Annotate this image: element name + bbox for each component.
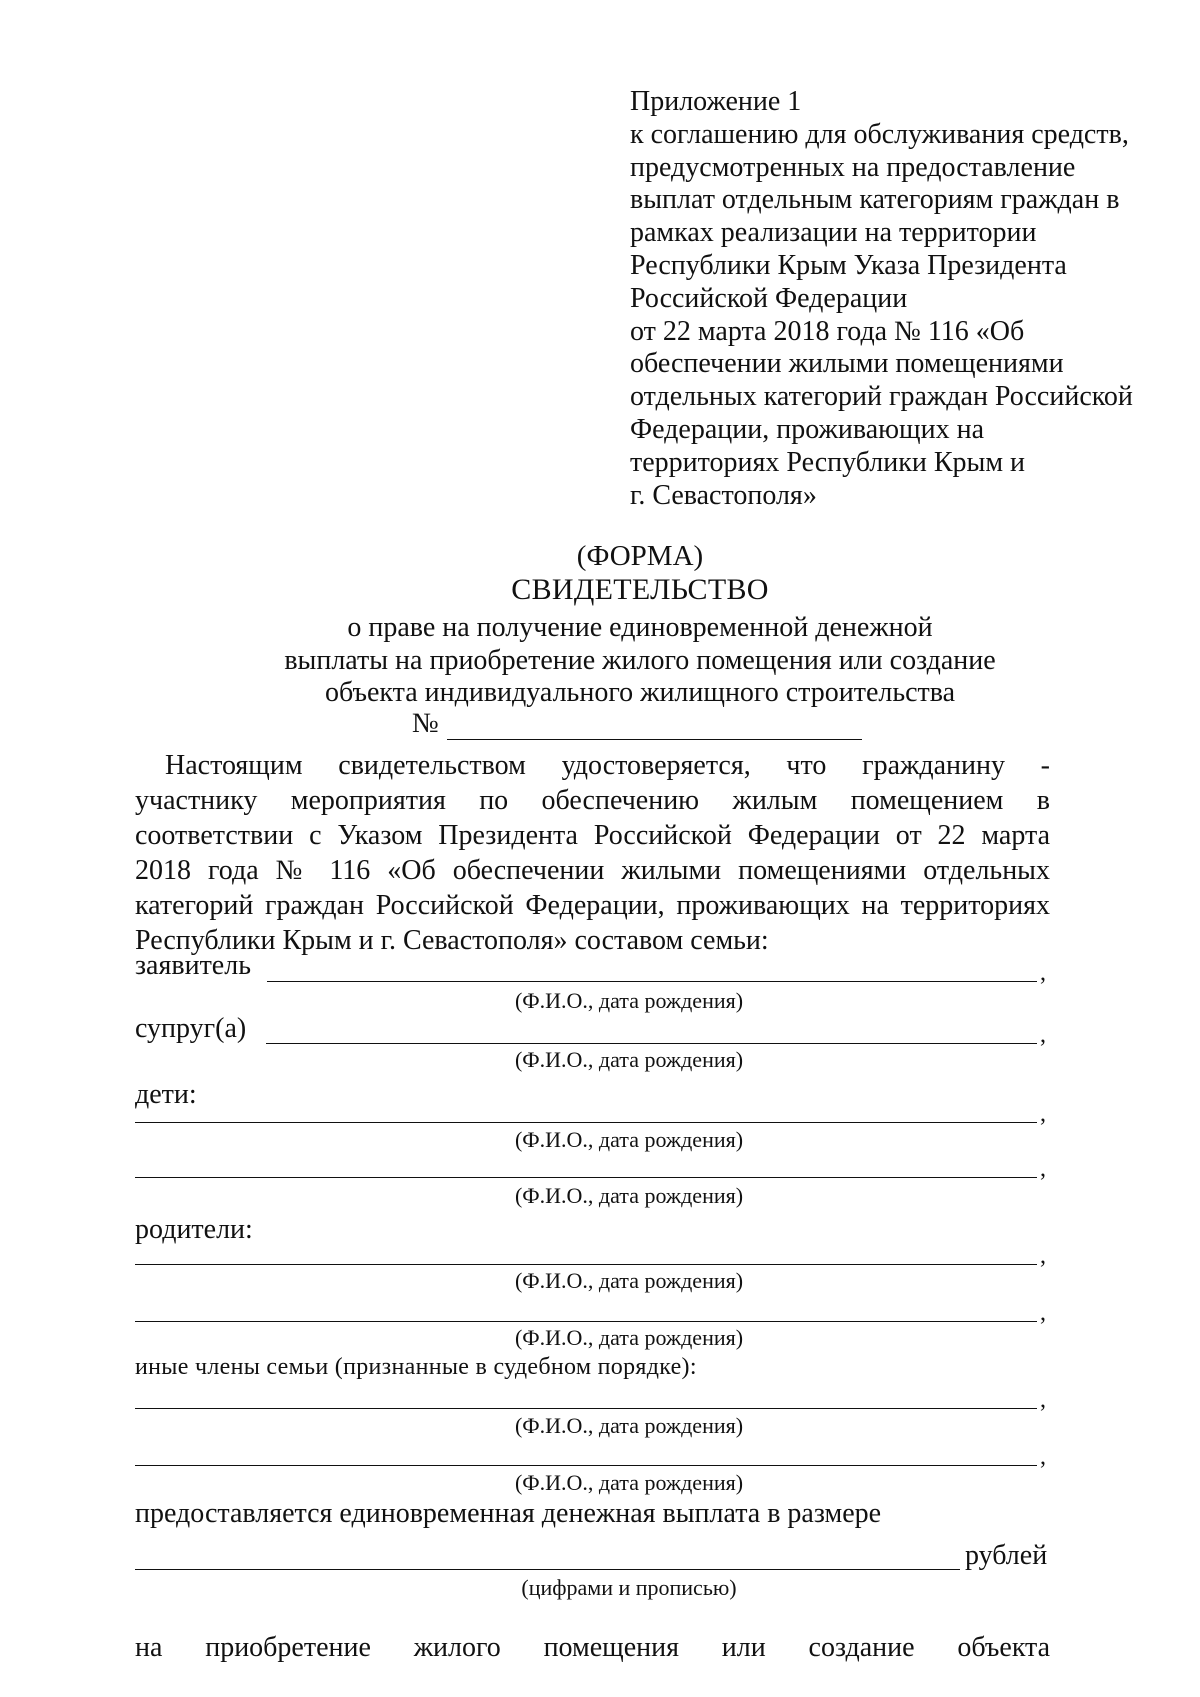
- body-line: Республики Крым и г. Севастополя» составом семьи:: [135, 925, 769, 956]
- appendix-line: от 22 марта 2018 года № 116 «Об: [630, 315, 1025, 347]
- field-caption: (Ф.И.О., дата рождения): [514, 1325, 744, 1350]
- parent-field[interactable]: [135, 1321, 1037, 1322]
- certificate-number-row: [412, 708, 862, 740]
- appendix-line: территориях Республики Крым и: [630, 446, 1026, 478]
- number-label: №: [412, 708, 439, 739]
- payment-text: предоставляется единовременная денежная выплата в размере: [135, 1498, 882, 1529]
- appendix-line: рамках реализации на территории: [630, 217, 1037, 249]
- word: или: [721, 1632, 766, 1663]
- payment-caption: (цифрами и прописью): [521, 1575, 737, 1600]
- appendix-line: Приложение 1: [630, 86, 802, 117]
- comma: ,: [1040, 1444, 1046, 1470]
- appendix-line: к соглашению для обслуживания средств,: [630, 118, 1129, 150]
- continuation-line: [135, 1632, 1050, 1664]
- comma: ,: [1040, 960, 1046, 986]
- document-title: СВИДЕТЕЛЬСТВО: [511, 573, 769, 606]
- applicant-field[interactable]: [267, 981, 1037, 982]
- appendix-line: обеспечении жилыми помещениями: [630, 348, 1064, 380]
- comma: ,: [1040, 1156, 1046, 1182]
- comma: ,: [1040, 1101, 1046, 1127]
- parents-label: родители:: [135, 1214, 253, 1245]
- field-caption: (Ф.И.О., дата рождения): [514, 988, 744, 1013]
- word: помещения: [543, 1632, 679, 1663]
- field-caption: (Ф.И.О., дата рождения): [514, 1413, 744, 1438]
- word: жилого: [413, 1632, 501, 1663]
- subtitle-line: о праве на получение единовременной денежной: [347, 612, 933, 643]
- body-line: Настоящим свидетельством удостоверяется, что гражданину -: [165, 750, 1050, 781]
- appendix-line: г. Севастополя»: [630, 479, 817, 511]
- child-field[interactable]: [135, 1122, 1037, 1123]
- appendix-line: Федерации, проживающих на: [630, 413, 985, 445]
- certificate-number-field[interactable]: [447, 713, 862, 740]
- appendix-line: предусмотренных на предоставление: [630, 151, 1076, 183]
- field-caption: (Ф.И.О., дата рождения): [514, 1470, 744, 1495]
- field-caption: (Ф.И.О., дата рождения): [514, 1183, 744, 1208]
- word: на: [135, 1632, 163, 1663]
- body-paragraph: [135, 748, 1050, 958]
- child-field[interactable]: [135, 1177, 1037, 1178]
- other-member-field[interactable]: [135, 1465, 1037, 1466]
- other-members-label: иные члены семьи (признанные в судебном порядке):: [135, 1354, 697, 1380]
- field-caption: (Ф.И.О., дата рождения): [514, 1127, 744, 1152]
- body-line: участнику мероприятия по обеспечению жилым помещением в: [135, 785, 1050, 816]
- other-member-field[interactable]: [135, 1408, 1037, 1409]
- body-line: соответствии с Указом Президента Российской Федерации от 22 марта: [135, 820, 1050, 851]
- parent-field[interactable]: [135, 1264, 1037, 1265]
- appendix-line: Республики Крым Указа Президента: [630, 249, 1067, 281]
- word: создание: [808, 1632, 915, 1663]
- field-caption: (Ф.И.О., дата рождения): [514, 1268, 744, 1293]
- appendix-line: Российской Федерации: [630, 282, 908, 314]
- body-line: 2018 года № 116 «Об обеспечении жилыми помещениями отдельных: [135, 855, 1050, 886]
- currency-label: рублей: [965, 1540, 1048, 1571]
- spouse-label: супруг(а): [135, 1013, 247, 1044]
- word: объекта: [957, 1632, 1051, 1663]
- applicant-label: заявитель: [135, 950, 251, 981]
- subtitle-line: выплаты на приобретение жилого помещения или создание: [284, 645, 996, 676]
- body-line: категорий граждан Российской Федерации, проживающих на территориях: [135, 890, 1050, 921]
- word: приобретение: [205, 1632, 371, 1663]
- comma: ,: [1040, 1300, 1046, 1326]
- comma: ,: [1040, 1243, 1046, 1269]
- children-label: дети:: [135, 1079, 197, 1110]
- field-caption: (Ф.И.О., дата рождения): [514, 1047, 744, 1072]
- appendix-line: выплат отдельным категориям граждан в: [630, 184, 1120, 216]
- comma: ,: [1040, 1022, 1046, 1048]
- comma: ,: [1040, 1387, 1046, 1413]
- form-label: (ФОРМА): [576, 540, 704, 572]
- appendix-block: [630, 86, 1170, 512]
- spouse-field[interactable]: [266, 1043, 1037, 1044]
- payment-amount-field[interactable]: [135, 1569, 960, 1570]
- subtitle-line: объекта индивидуального жилищного строительства: [324, 677, 956, 708]
- appendix-line: отдельных категорий граждан Российской: [630, 381, 1133, 413]
